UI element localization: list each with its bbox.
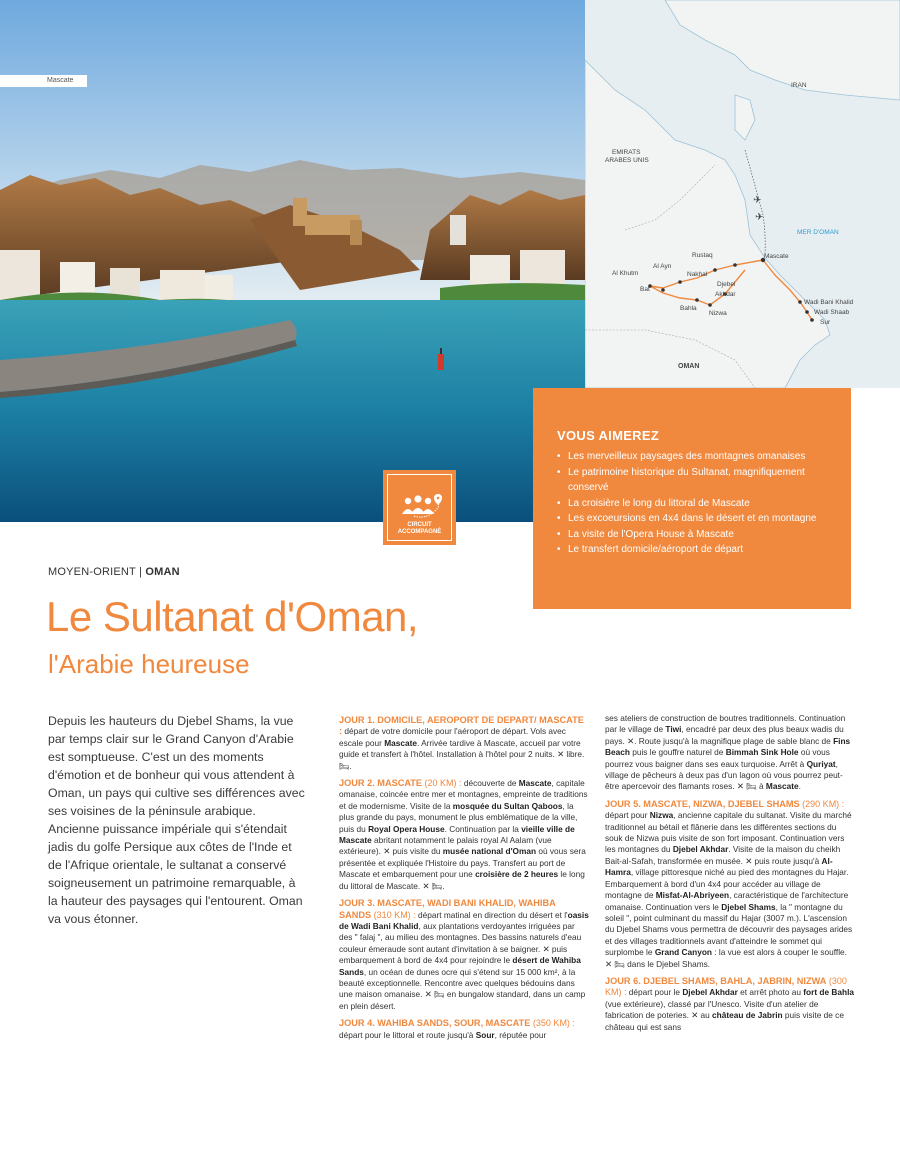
photo-caption: Mascate	[0, 75, 87, 87]
label-mascate: Mascate	[764, 253, 789, 260]
day-title: JOUR 2. MASCATE	[339, 778, 423, 789]
itinerary-day-continued	[605, 713, 855, 793]
label-akhdar: Akhdar	[715, 291, 736, 298]
day-text: puis visite de ce château qui est sans	[605, 1010, 844, 1032]
intro-text: Depuis les hauteurs du Djebel Shams, la vue par temps clair sur le Grand Canyon d'Arabie est somptueuse. C'est un des moments d'émotion et de bonheur qui vous attendent à Oman, un pays qui cultive ses différences avec ses voisines de la péninsule arabique. Ancienne puissance impériale qui s'étendait jadis du golfe Persique aux côtes de l'Inde et de l'Afrique orientale, le sultanat a conservé soigneusement un patrimoine remarquable, à la hauteur des paysages qui l'entourent. Oman va vous étonner.	[48, 714, 305, 926]
day-text: , village pittoresque niché au pied des montagnes du Hajar. Embarquement à bord d'un 4x4 pour accéder au village de montagne de	[605, 867, 849, 901]
label-bahla: Bahla	[680, 305, 697, 312]
place-name: Royal Opera House	[368, 823, 445, 834]
day-title: JOUR 4. WAHIBA SANDS, SOUR, MASCATE	[339, 1018, 531, 1029]
itinerary-column-1	[339, 715, 589, 1047]
day-text: où vous pourrez vous baigner dans ses eaux turquoise. Arrêt à	[605, 747, 830, 769]
day-title: JOUR 5. MASCATE, NIZWA, DJEBEL SHAMS	[605, 798, 800, 809]
country-name: OMAN	[145, 566, 180, 578]
itinerary-day	[605, 799, 855, 970]
day-text: , un océan de dunes ocre qui s'étend sur 15 000 km², à la beauté exceptionnelle. Rencontre avec quelques bédouins dans une maison omanaise. ✕ 🛏 en bungalow standard, dans un camp en plein désert.	[339, 966, 586, 1011]
place-name: Quriyat	[806, 758, 836, 769]
place-name: château de Jabrin	[712, 1010, 783, 1021]
day-text: , capitale omanaise, coincée entre mer et montagnes, empreinte de traditions et de modernisme. Visite de la	[339, 778, 588, 811]
page-title: Le Sultanat d'Oman,	[46, 593, 419, 640]
place-name: Djebel Akhdar	[682, 987, 738, 998]
place-name: Mascate	[765, 781, 799, 792]
label-nakhal: Nakhal	[687, 271, 708, 278]
day-text: , ancienne capitale du sultanat. Visite du marché traditionnel au bétail et flânerie dans les différentes sections du souk de Nizwa puis visite de son fort imposant. Continuation vers les montagnes du	[605, 810, 852, 855]
day-text: le long du littoral de Mascate. ✕ 🛏.	[339, 869, 585, 891]
place-name: Mascate	[384, 737, 417, 748]
day-text: , aux plantations verdoyantes irriguées par des " falaj ", au milieu des montagnes. Des bassins naturels d'eau couleur émeraude sont autant d'invitation à se baigner. ✕ puis embarquement à bord de 4x4 pour rejoindre le	[339, 920, 582, 966]
itinerary-day	[605, 976, 855, 1033]
day-distance: (20 KM) :	[422, 778, 462, 789]
day-text: , réputée pour	[494, 1029, 547, 1040]
place-name: fort de Bahla	[803, 987, 855, 998]
highlight-item: • Le patrimoine historique du Sultanat, magnifiquement conservé	[557, 465, 831, 496]
page-subtitle: l'Arabie heureuse	[48, 649, 250, 679]
highlight-item: • La visite de l'Opera House à Mascate	[557, 527, 831, 543]
badge-line1: CIRCUIT	[407, 522, 432, 528]
region-name: MOYEN-ORIENT	[48, 566, 136, 578]
day-text: .	[798, 781, 801, 792]
day-text: . Arrivée tardive à Mascate, accueil par votre guide et transfert à l'hôtel. Installation à l'hôtel pour 2 nuits. ✕ libre. 🛏.	[339, 737, 585, 771]
place-name: vieille ville de Mascate	[339, 823, 575, 846]
itinerary-day	[339, 1018, 589, 1041]
day-text: : la vue est alors à couper le souffle. ✕ 🛏 dans le Djebel Shams.	[605, 947, 847, 969]
day-title: JOUR 6. DJEBEL SHAMS, BAHLA, JABRIN, NIZWA	[605, 975, 827, 986]
label-wadi-bani-khalid: Wadi Bani Khalid	[804, 299, 854, 306]
map-drawing	[585, 0, 900, 388]
label-uae-2: ARABES UNIS	[605, 157, 649, 164]
label-nizwa: Nizwa	[709, 310, 727, 317]
label-al-ayn: Al Ayn	[653, 263, 672, 270]
label-sur: Sur	[820, 319, 831, 326]
day-text: , village de pêcheurs à deux pas d'un lagon où vous pourrez peut-être apercevoir des flamants roses. ✕ 🛏 à	[605, 758, 843, 792]
day-text: puis le gouffre naturel de	[629, 747, 726, 758]
day-text: , encadré par deux des plus beaux wadis du pays. ✕. Route jusqu'à la magnifique plage de sable blanc de	[605, 724, 844, 746]
day-text: ses ateliers de construction de boutres traditionnels. Continuation par le village de	[605, 713, 846, 735]
highlight-item: • Le transfert domicile/aéroport de départ	[557, 542, 831, 558]
label-bat: Bat	[640, 286, 650, 293]
label-uae-1: EMIRATS	[612, 149, 641, 156]
place-name: Djebel Shams	[721, 901, 776, 912]
region-breadcrumb	[48, 566, 180, 578]
badge-frame	[387, 474, 452, 541]
day-text: , la " montagne du soleil ", point culminant du massif du Hajar (3007 m.). L'ascension du Djebel Shams vous permettra de découvrir des paysages arides et des villages traditionnels avant d'atteindre le sommet qui surplombe le	[605, 901, 853, 958]
day-text: départ matinal en direction du désert et l'	[415, 909, 568, 920]
place-name: Al-Hamra	[605, 855, 833, 878]
highlight-item: • Les excoeursions en 4x4 dans le désert et en montagne	[557, 511, 831, 527]
label-al-khutm: Al Khutm	[612, 270, 639, 277]
itinerary-day	[339, 778, 589, 892]
group-tour-icon	[394, 492, 446, 522]
place-name: Bimmah Sink Hole	[725, 747, 799, 758]
place-name: désert de Wahiba Sands	[339, 955, 581, 977]
day-text: où vous sera présentée et expliquée l'Histoire du pays. Transfert au port de Mascate et embarquement pour une	[339, 846, 586, 880]
highlights-title: VOUS AIMEREZ	[557, 428, 660, 443]
day-distance: (300 KM) :	[605, 975, 847, 998]
place-name: Tiwi	[665, 724, 682, 735]
day-distance: (350 KM) :	[530, 1018, 575, 1029]
day-text: . Visite de la maison du cheikh Bait-al-Safah, transformée en musée. ✕ puis route jusqu'à	[605, 844, 841, 866]
day-text: et arrêt photo au	[737, 987, 804, 998]
itinerary-day	[339, 715, 589, 772]
label-djebel: Djebel	[717, 281, 736, 288]
place-name: mosquée du Sultan Qaboos	[452, 800, 563, 811]
label-sea: MER D'OMAN	[797, 229, 839, 236]
day-text: départ pour le	[626, 987, 683, 998]
itinerary-column-2	[605, 713, 855, 1039]
itinerary-day	[339, 898, 589, 1012]
label-iran: IRAN	[791, 82, 807, 89]
day-distance: (290 KM) :	[799, 798, 845, 809]
day-title: JOUR 1. DOMICILE, AEROPORT DE DEPART/ MASCATE :	[339, 715, 584, 737]
day-text: , la plus grande du pays, monument le plus emblématique de la ville, puis du	[339, 800, 578, 834]
svg-text:✈: ✈	[753, 195, 762, 206]
day-distance: (310 KM) :	[371, 909, 416, 920]
label-rustaq: Rustaq	[692, 252, 713, 259]
highlights-box	[533, 388, 851, 609]
place-name: Misfat-Al-Abriyeen	[655, 890, 730, 901]
highlight-item: • Les merveilleux paysages des montagnes omanaises	[557, 449, 831, 465]
day-text: départ de votre domicile pour l'aéroport de départ. Vols avec escale pour	[339, 726, 566, 748]
day-text: . Continuation par la	[444, 823, 522, 834]
day-text: (vue extérieure), classé par l'Unesco. Visite d'un atelier de fabrication de poteries. ✕ au	[605, 998, 819, 1021]
place-name: croisière de 2 heures	[475, 869, 559, 880]
label-oman: OMAN	[678, 363, 700, 370]
place-name: Djebel Akhdar	[672, 844, 729, 855]
muscat-harbour-illustration	[0, 0, 585, 522]
badge-line2: ACCOMPAGNÉ	[397, 529, 442, 535]
place-name: Grand Canyon	[654, 947, 712, 958]
day-text: abritant notamment le palais royal Al Aalam (vue extérieure). ✕ puis visite du	[339, 835, 552, 857]
day-title: JOUR 3. MASCATE, WADI BANI KHALID, WAHIBA SANDS	[339, 898, 556, 920]
place-name: Nizwa	[649, 810, 674, 821]
place-name: Sour	[475, 1029, 495, 1040]
route-map	[585, 0, 900, 388]
day-text: découverte de	[461, 778, 519, 789]
label-wadi-shaab: Wadi Shaab	[814, 309, 850, 316]
circuit-badge	[383, 470, 456, 545]
place-name: musée national d'Oman	[442, 846, 537, 857]
day-text: départ pour le littoral et route jusqu'à	[339, 1029, 476, 1040]
place-name: Mascate	[518, 778, 552, 789]
svg-text:✈: ✈	[755, 212, 764, 223]
place-name: Fins Beach	[605, 735, 851, 758]
region-separator: |	[139, 566, 143, 578]
place-name: oasis de Wadi Bani Khalid	[339, 909, 589, 931]
highlights-list	[557, 449, 831, 558]
hero-photo	[0, 0, 585, 522]
day-text: , caractéristique de l'architecture omanaise. Continuation vers le	[605, 890, 849, 912]
day-text: départ pour	[605, 810, 650, 821]
highlight-item: • La croisière le long du littoral de Mascate	[557, 496, 831, 512]
